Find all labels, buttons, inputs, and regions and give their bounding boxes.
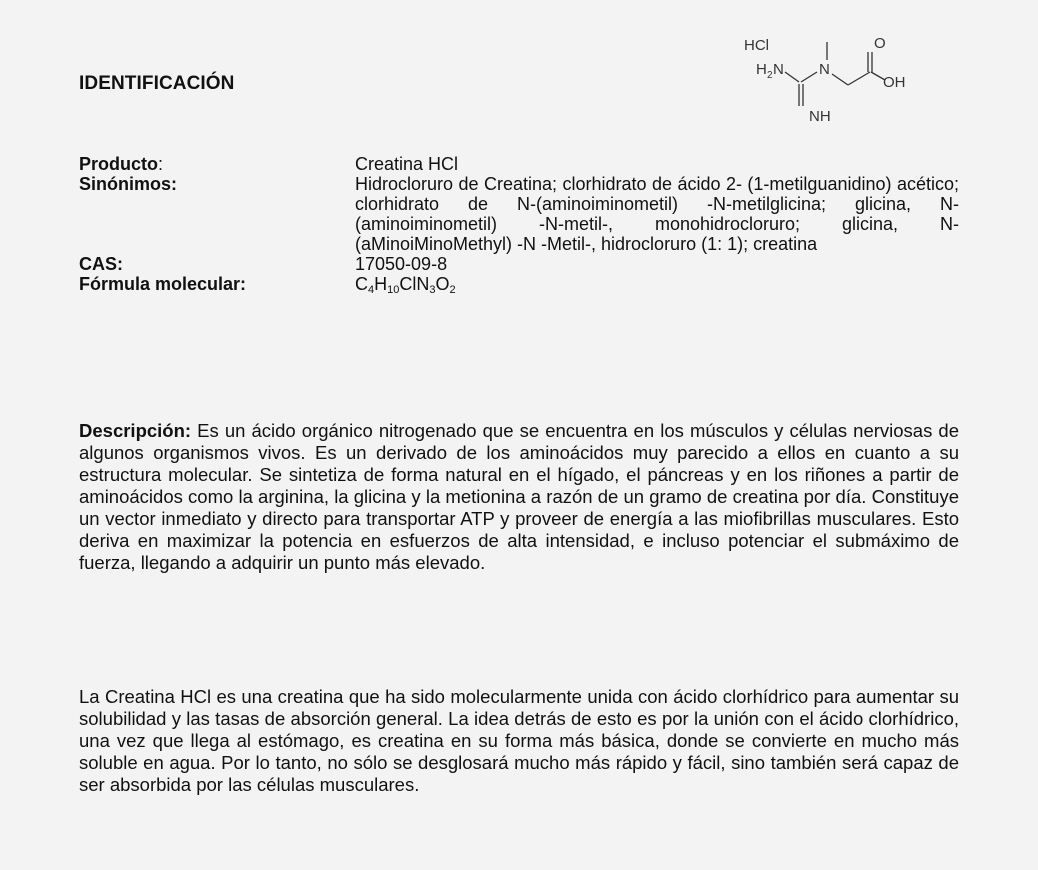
cas-label: CAS: — [79, 254, 123, 274]
molecule-hcl-label: HCl — [744, 37, 769, 54]
formula-value — [355, 274, 959, 294]
molecule-oxygen-label: O — [874, 35, 886, 52]
molecule-subscript-2: 2 — [767, 70, 773, 81]
row-cas — [79, 254, 959, 274]
description-text: Es un ácido orgánico nitrogenado que se encuentra en los músculos y células nerviosas de algunos organismos vivos. Es un derivado de los aminoácidos muy parecido a ellos en cuanto a su estructura molecular. Se sintetiza de forma natural en el hígado, el páncreas y en los riñones a partir de aminoácidos como la arginina, la glicina y la metionina a razón de un gramo de creatina por día. Constituye un vector inmediato y directo para transportar ATP y proveer de energía a las miofibrillas musculares. Esto deriva en maximizar la potencia en esfuerzos de alta intensidad, e incluso potenciar el submáximo de fuerza, llegando a adquirir un punto más elevado. — [79, 420, 959, 573]
producto-colon: : — [158, 154, 164, 174]
cas-value: 17050-09-8 — [355, 254, 448, 274]
formula-o: O — [435, 274, 450, 294]
sinonimos-value: Hidrocloruro de Creatina; clorhidrato de ácido 2- (1-metilguanidino) acético; clorhidrato de N-(aminoiminometil) -N-metilglicina; glicina, N-(aminoiminometil) -N-metil-, monohidrocloruro; glicina, N- (aMinoiMinoMethyl) -N -Metil-, hidrocloruro (1: 1); creatina — [355, 174, 959, 254]
molecule-center-n-label: N — [819, 61, 830, 78]
formula-label: Fórmula molecular: — [79, 274, 247, 294]
formula-c-count: 4 — [368, 284, 375, 296]
row-producto — [79, 154, 959, 174]
description-label: Descripción: — [79, 420, 192, 441]
creatine-hcl-structure-diagram — [735, 30, 906, 130]
producto-value: Creatina HCl — [355, 154, 459, 174]
bond-carbon-to-n — [801, 72, 817, 82]
sinonimos-label: Sinónimos: — [79, 174, 177, 194]
producto-label: Producto — [79, 154, 158, 174]
row-formula — [79, 274, 959, 294]
formula-c: C — [355, 274, 368, 294]
section-heading: IDENTIFICACIÓN — [79, 73, 235, 94]
formula-h-count: 10 — [387, 284, 400, 296]
formula-h: H — [374, 274, 388, 294]
bond-h2n-to-carbon — [785, 72, 799, 82]
description-paragraph — [79, 420, 959, 574]
molecule-nh-label: NH — [809, 108, 831, 125]
molecule-h-label: H — [756, 61, 767, 78]
producto-label-cell — [79, 154, 355, 174]
formula-cln: ClN — [399, 274, 430, 294]
creatina-hcl-paragraph: La Creatina HCl es una creatina que ha sido molecularmente unida con ácido clorhídrico para aumentar su solubilidad y las tasas de absorción general. La idea detrás de esto es por la unión con el ácido clorhídrico, una vez que llega al estómago, es creatina en su forma más básica, donde se convierte en mucho más soluble en agua. Por lo tanto, no sólo se desglosará mucho más rápido y fácil, sino también será capaz de ser absorbida por las células musculares. — [79, 686, 959, 795]
product-info-table — [79, 154, 959, 294]
row-sinonimos — [79, 174, 959, 254]
formula-o-count: 2 — [449, 284, 456, 296]
molecule-oh-label: OH — [883, 74, 906, 91]
formula-n-count: 3 — [429, 284, 436, 296]
molecule-amine-n-label: N — [773, 61, 784, 78]
